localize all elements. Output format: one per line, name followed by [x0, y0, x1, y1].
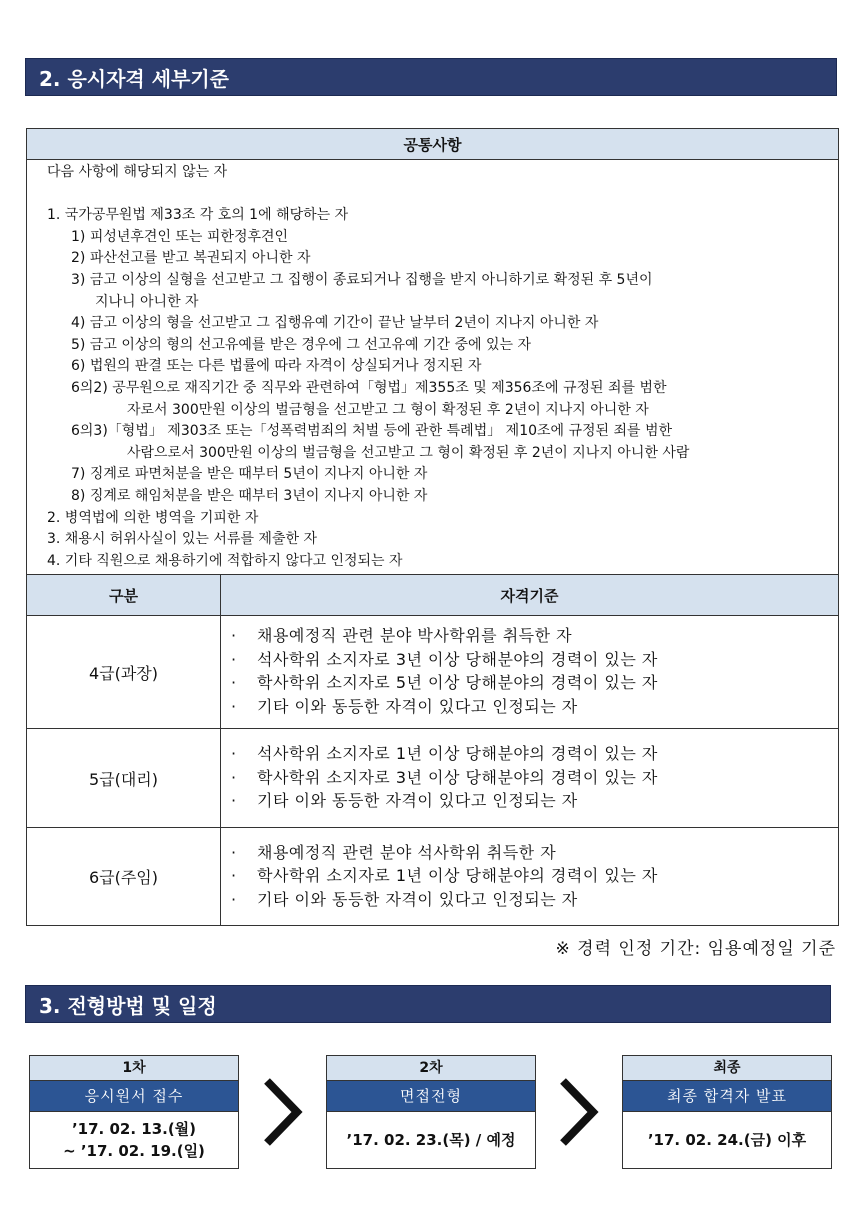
qualification-table: [26, 128, 839, 926]
step-label: 1차: [29, 1055, 239, 1081]
common-item: 6의3)「형법」 제303조 또는「성폭력범죄의 처벌 등에 관한 특례법」 제10조에 규정된 죄를 범한: [71, 423, 673, 440]
common-item: 2) 파산선고를 받고 복권되지 아니한 자: [71, 250, 311, 267]
step-date-start: ’17. 02. 13.(월): [71, 1120, 197, 1138]
criteria-item: · 채용예정직 관련 분야 석사학위 취득한 자: [231, 841, 828, 865]
common-item: 6) 법원의 판결 또는 다른 법률에 따라 자격이 상실되거나 정지된 자: [71, 358, 482, 375]
criteria-list: [221, 616, 839, 729]
common-item: 3. 채용시 허위사실이 있는 서류를 제출한 자: [47, 531, 317, 548]
step-date-start: ’17. 02. 24.(금) 이후: [647, 1131, 807, 1149]
criteria-col-header: 자격기준: [221, 575, 839, 616]
common-intro: 다음 사항에 해당되지 않는 자: [47, 164, 228, 180]
common-item: 6의2) 공무원으로 재직기간 중 직무와 관련하여「형법」제355조 및 제356조에 규정된 죄를 범한: [71, 379, 667, 396]
blank-line: [47, 184, 830, 206]
common-item: 지나니 아니한 자: [95, 293, 199, 310]
grade-col-header: 구분: [27, 575, 221, 616]
grade-name: 4급(과장): [27, 616, 221, 729]
step-label: 2차: [326, 1055, 536, 1081]
criteria-item: · 기타 이와 동등한 자격이 있다고 인정되는 자: [231, 789, 828, 813]
common-item: 1. 국가공무원법 제33조 각 호의 1에 해당하는 자: [47, 207, 349, 224]
grade-name: 6급(주임): [27, 828, 221, 926]
common-item: 4) 금고 이상의 형을 선고받고 그 집행유예 기간이 끝난 날부터 2년이 지나지 아니한 자: [71, 315, 599, 332]
step-title: 최종 합격자 발표: [622, 1081, 832, 1112]
common-item: 7) 징계로 파면처분을 받은 때부터 5년이 지나지 아니한 자: [71, 466, 428, 483]
common-item: 자로서 300만원 이상의 벌금형을 선고받고 그 형이 확정된 후 2년이 지나지 아니한 자: [127, 401, 649, 418]
step-date-end: ~ ’17. 02. 19.(일): [63, 1142, 205, 1160]
step-3: [622, 1055, 832, 1169]
common-header: 공통사항: [27, 129, 839, 160]
career-note: ※ 경력 인정 기간: 임용예정일 기준: [555, 939, 836, 959]
common-item: 5) 금고 이상의 형의 선고유예를 받은 경우에 그 선고유예 기간 중에 있는 자: [71, 336, 531, 353]
step-2: [326, 1055, 536, 1169]
criteria-item: · 학사학위 소지자로 5년 이상 당해분야의 경력이 있는 자: [231, 671, 828, 695]
grade-row: [27, 616, 839, 729]
criteria-item: · 석사학위 소지자로 3년 이상 당해분야의 경력이 있는 자: [231, 648, 828, 672]
criteria-list: [221, 828, 839, 926]
step-title: 응시원서 접수: [29, 1081, 239, 1112]
bullet-icon: ·: [231, 866, 237, 886]
criteria-item: · 학사학위 소지자로 1년 이상 당해분야의 경력이 있는 자: [231, 864, 828, 888]
criteria-item: · 학사학위 소지자로 3년 이상 당해분야의 경력이 있는 자: [231, 766, 828, 790]
step-date-start: ’17. 02. 23.(목) / 예정: [346, 1131, 516, 1149]
common-item: 8) 징계로 해임처분을 받은 때부터 3년이 지나지 아니한 자: [71, 487, 428, 504]
common-item: 3) 금고 이상의 실형을 선고받고 그 집행이 종료되거나 집행을 받지 아니하기로 확정된 후 5년이: [71, 271, 653, 288]
bullet-icon: ·: [231, 767, 237, 787]
chevron-right-icon: [261, 1075, 303, 1149]
step-title: 면접전형: [326, 1081, 536, 1112]
bullet-icon: ·: [231, 842, 237, 862]
common-item: 1) 피성년후견인 또는 피한정후견인: [71, 228, 289, 245]
bullet-icon: ·: [231, 673, 237, 693]
criteria-item: · 석사학위 소지자로 1년 이상 당해분야의 경력이 있는 자: [231, 742, 828, 766]
step-label: 최종: [622, 1055, 832, 1081]
bullet-icon: ·: [231, 744, 237, 764]
common-body: [27, 160, 839, 575]
criteria-list: [221, 729, 839, 828]
step-date: [622, 1112, 832, 1169]
bullet-icon: ·: [231, 791, 237, 811]
grade-row: [27, 828, 839, 926]
bullet-icon: ·: [231, 696, 237, 716]
common-item: 4. 기타 직원으로 채용하기에 적합하지 않다고 인정되는 자: [47, 552, 403, 569]
step-date: [29, 1112, 239, 1169]
chevron-right-icon: [557, 1075, 599, 1149]
common-item: 사람으로서 300만원 이상의 벌금형을 선고받고 그 형이 확정된 후 2년이 지나지 아니한 사람: [127, 444, 690, 461]
step-1: [29, 1055, 239, 1169]
criteria-item: · 기타 이와 동등한 자격이 있다고 인정되는 자: [231, 888, 828, 912]
bullet-icon: ·: [231, 626, 237, 646]
section-2-title: 2. 응시자격 세부기준: [39, 66, 229, 91]
bullet-icon: ·: [231, 889, 237, 909]
criteria-item: · 기타 이와 동등한 자격이 있다고 인정되는 자: [231, 695, 828, 719]
step-date: [326, 1112, 536, 1169]
grade-name: 5급(대리): [27, 729, 221, 828]
section-3-title: 3. 전형방법 및 일정: [39, 993, 217, 1018]
grade-row: [27, 729, 839, 828]
section-2-title-bar: [25, 58, 837, 96]
section-3-title-bar: [25, 985, 831, 1023]
bullet-icon: ·: [231, 649, 237, 669]
criteria-item: · 채용예정직 관련 분야 박사학위를 취득한 자: [231, 624, 828, 648]
common-item: 2. 병역법에 의한 병역을 기피한 자: [47, 509, 259, 526]
